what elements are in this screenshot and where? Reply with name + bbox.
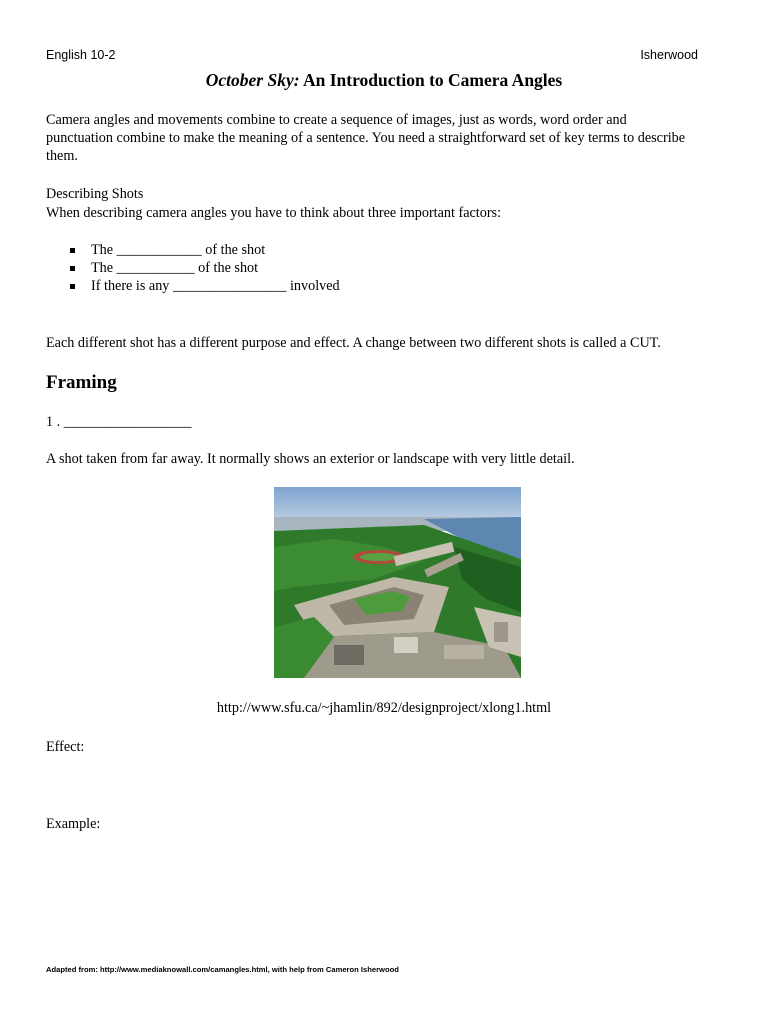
example-label: Example: [46, 816, 101, 832]
bullet-icon [70, 248, 75, 253]
describing-lead: When describing camera angles you have to think about three important factors: [46, 205, 502, 221]
framing-item-number: 1 . __________________ [46, 414, 192, 430]
factor-item-2 [46, 259, 340, 277]
author-label: Isherwood [640, 48, 698, 62]
image-source-url: http://www.sfu.ca/~jhamlin/892/designproject/xlong1.html [216, 700, 552, 716]
page-title [0, 70, 768, 91]
factors-list [46, 241, 340, 295]
effect-label: Effect: [46, 739, 85, 755]
cut-paragraph: Each different shot has a different purpose and effect. A change between two different shots is called a CUT. [46, 335, 661, 351]
aerial-campus-photo [274, 487, 521, 678]
framing-heading: Framing [46, 372, 117, 393]
factor-text: The ___________ of the shot [91, 260, 259, 276]
describing-shots-heading: Describing Shots [46, 186, 144, 202]
bullet-icon [70, 284, 75, 289]
factor-text: If there is any ________________ involved [91, 278, 340, 294]
intro-paragraph: Camera angles and movements combine to create a sequence of images, just as words, word order and punctuation combine to make the meaning of a sentence. You need a straightforward set of key terms to describe them. [46, 112, 686, 164]
factor-text: The ____________ of the shot [91, 242, 266, 258]
bullet-icon [70, 266, 75, 271]
framing-description: A shot taken from far away. It normally shows an exterior or landscape with very little detail. [46, 451, 575, 467]
footer-credit: Adapted from: http://www.mediaknowall.com/camangles.html, with help from Cameron Isherwood [46, 965, 399, 974]
title-rest: An Introduction to Camera Angles [299, 70, 563, 90]
factor-item-3 [46, 277, 340, 295]
factor-item-1 [46, 241, 340, 259]
title-italic: October Sky: [205, 70, 300, 90]
course-label: English 10-2 [46, 48, 116, 62]
